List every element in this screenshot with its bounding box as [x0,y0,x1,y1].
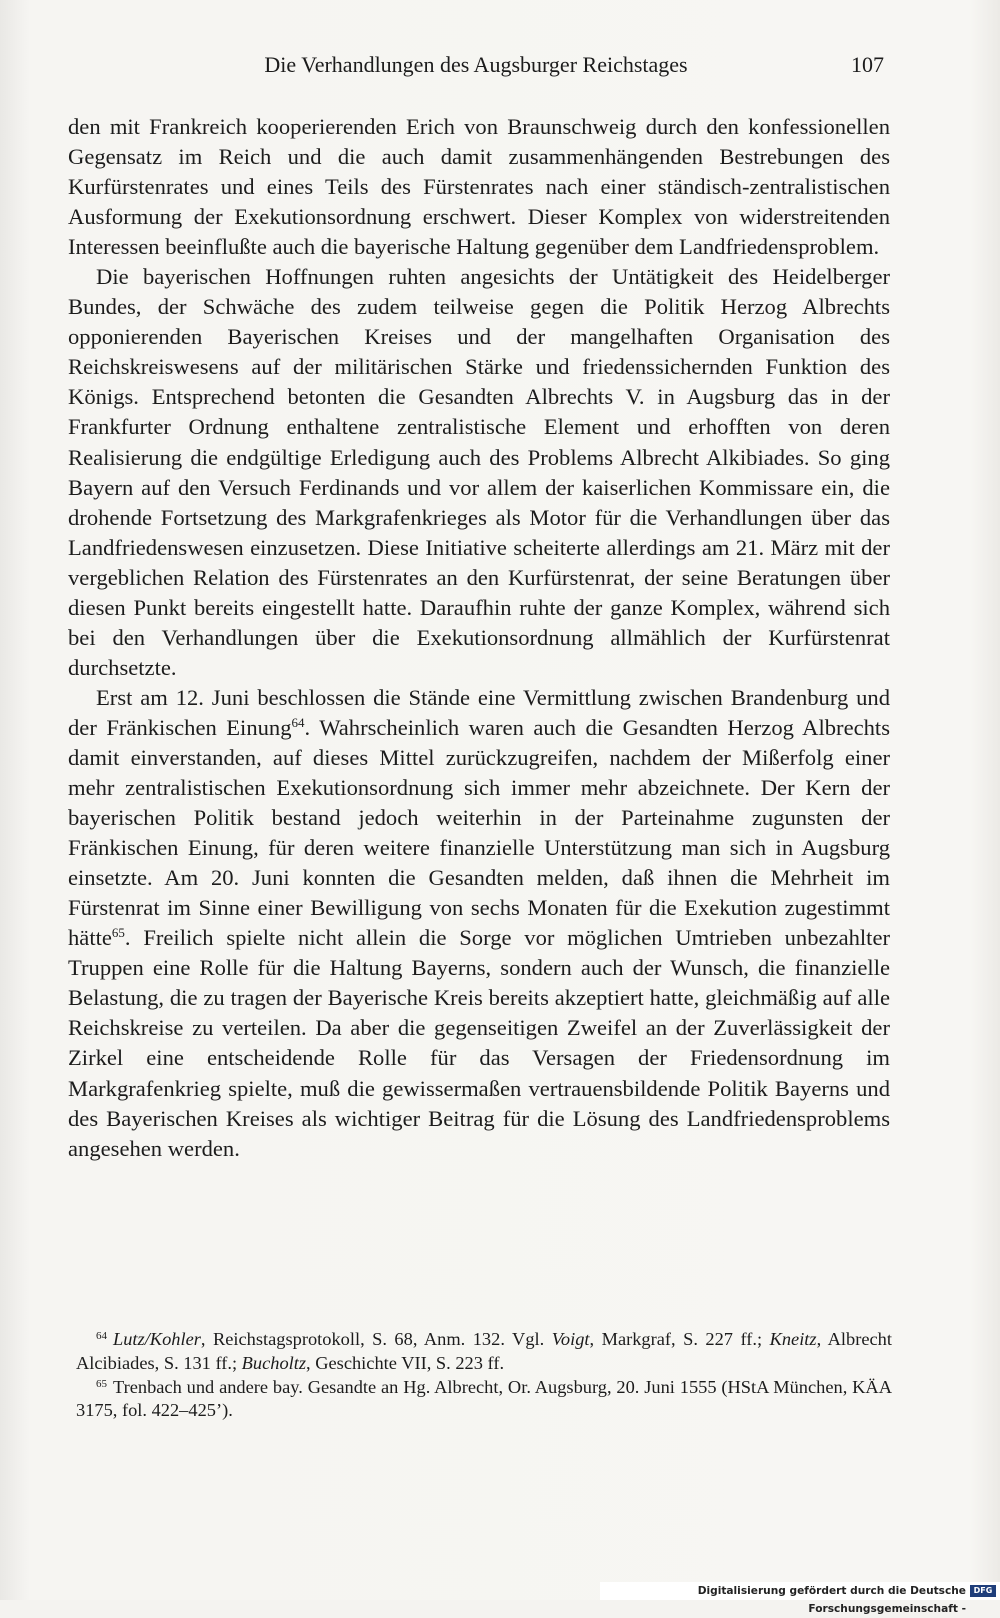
page-header [68,52,884,84]
footnote-author: Voigt [551,1329,590,1349]
footnote-author: Lutz/Kohler [113,1329,201,1349]
paragraph-3-part-c: . Freilich spielte nicht allein die Sorge vor möglichen Umtrieben unbezahlter Truppen eine Rolle für die Haltung Bayerns, sondern auch der Wunsch, die finanzielle Belastung, die zu tragen der Bayerische Kreis bereits akzeptiert hatte, gleichmäßig auf alle Reichskreise zu verteilen. Da aber die gegenseitigen Zweifel an der Zuverlässigkeit der Zirkel eine entscheidende Rolle für das Versagen der Friedensordnung im Markgrafenkrieg spielte, muß die gewissermaßen vertrauensbildende Politik Bayerns und des Bayerischen Kreises als wichtiger Beitrag für die Lösung des Landfriedensproblems angesehen werden. [68,925,890,1161]
paragraph-3-part-b: . Wahrscheinlich waren auch die Gesandten Herzog Albrechts damit einverstanden, auf dieses Mittel zurückzugreifen, nachdem der Mißerfolg einer mehr zentralistischen Exekutionsordnung sich immer mehr abzeichnete. Der Kern der bayerischen Politik bestand jedoch weiterhin in der Parteinahme zugunsten der Fränkischen Einung, für deren weitere finanzielle Unterstützung man sich in Augsburg einsetzte. Am 20. Juni konnten die Gesandten melden, daß ihnen die Mehrheit im Fürstenrat im Sinne einer Bewilligung von sechs Monaten für die Exekution zugestimmt hätte [68,714,890,951]
page-number: 107 [851,52,884,77]
running-head: Die Verhandlungen des Augsburger Reichstages [264,52,688,77]
paragraph-2: Die bayerischen Hoffnungen ruhten angesichts der Untätigkeit des Heidelberger Bundes, der Schwäche des zudem teilweise gegen die Politik Herzog Albrechts opponierenden Bayerischen Kreises und der mangelhaften Organisation des Reichskreiswesens auf der militärischen Stärke und friedenssichernden Funktion des Königs. Entsprechend betonten die Gesandten Albrechts V. in Augsburg das in der Frankfurter Ordnung enthaltene zentralistische Element und erhofften von deren Realisierung die endgültige Erledigung auch des Problems Albrecht Alkibiades. So ging Bayern auf den Versuch Ferdinands und vor allem der kaiserlichen Kommissare ein, die drohende Fortsetzung des Markgrafenkrieges als Motor für die Verhandlungen über das Landfriedenswesen einzusetzen. Diese Initiative scheiterte allerdings am 21. März mit der vergeblichen Relation des Fürstenrates an den Kurfürstenrat, der seine Beratungen über diesen Punkt bereits eingestellt hatte. Daraufhin ruhte der ganze Komplex, während sich bei den Verhandlungen über die Exekutionsordnung allmählich der Kurfürstenrat durchsetzte. [68,264,890,680]
footnote-text: , Markgraf, S. 227 ff.; [589,1329,770,1349]
funding-footer [600,1582,1000,1615]
footnote-author: Kneitz [769,1329,817,1349]
footnote-number-64: 64 [96,1330,107,1342]
footnote-text: Trenbach und andere bay. Gesandte an Hg. Albrecht, Or. Augsburg, 20. Juni 1555 (HStA München, KÄA 3175, fol. 422–425’). [76,1376,892,1421]
body-text [68,112,890,1164]
footnote-64 [76,1328,892,1376]
paragraph-3 [68,683,890,1164]
footnote-author: Bucholtz [241,1352,307,1373]
footnote-text: , Albrecht Alcibiades, S. 131 ff.; [76,1329,892,1373]
footnotes [76,1328,892,1423]
footnote-text: , Geschichte VII, S. 223 ff. [306,1352,505,1373]
paragraph-1: den mit Frankreich kooperierenden Erich von Braunschweig durch den konfessionellen Gegensatz im Reich und die auch damit zusammenhängenden Bestrebungen des Kurfürstenrates und eines Teils des Fürstenrates nach einer ständisch-zentralistischen Ausformung der Exekutionsordnung erschwert. Dieser Komplex von widerstreitenden Interessen beeinflußte auch die bayerische Haltung gegenüber dem Landfriedensproblem. [68,114,890,260]
footnote-number-65: 65 [96,1377,107,1390]
footnote-ref-65[interactable]: 65 [111,925,125,941]
dfg-logo-icon: DFG [970,1585,996,1597]
paragraph-3-part-a: Erst am 12. Juni beschlossen die Stände eine Vermittlung zwischen Brandenburg und der Fränkischen Einung [68,684,890,740]
footnote-65 [76,1376,892,1424]
footnote-text: , Reichstagsprotokoll, S. 68, Anm. 132. Vgl. [200,1329,552,1349]
footnote-ref-64[interactable]: 64 [291,714,305,730]
funding-note: Digitalisierung gefördert durch die Deutsche Forschungsgemeinschaft - [697,1585,966,1615]
